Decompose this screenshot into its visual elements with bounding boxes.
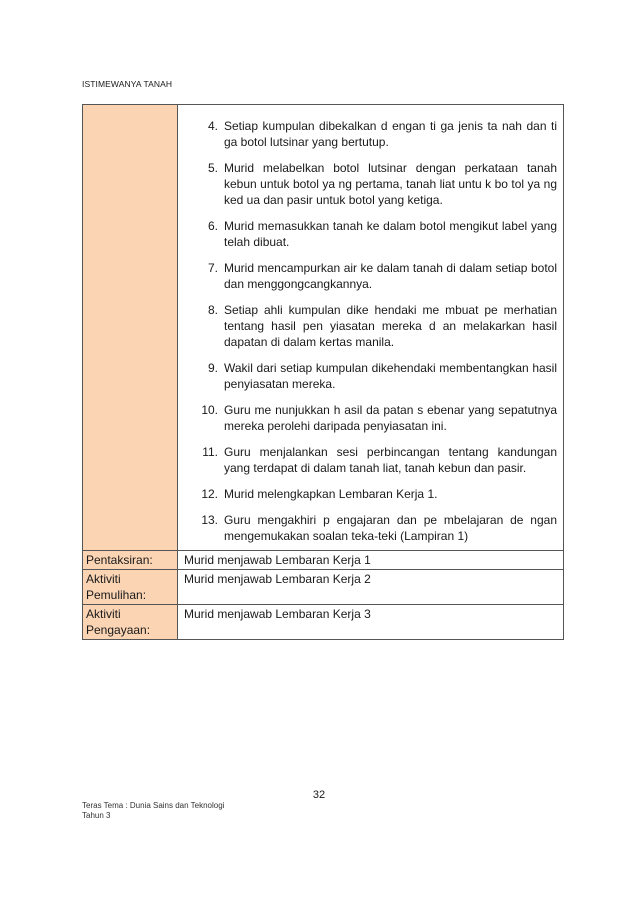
step-number: 4. (207, 119, 218, 133)
document-footer (82, 801, 224, 821)
list-item (182, 260, 557, 292)
list-item (182, 160, 557, 208)
footer-line: Tahun 3 (82, 811, 111, 820)
list-item (182, 218, 557, 250)
row-label: Aktiviti Pengayaan: (83, 605, 178, 640)
row-value: Murid menjawab Lembaran Kerja 2 (178, 570, 564, 605)
steps-row (83, 105, 564, 551)
footer-line: Teras Tema : Dunia Sains dan Teknologi (82, 801, 225, 810)
row-value: Murid menjawab Lembaran Kerja 3 (178, 605, 564, 640)
list-item (182, 360, 557, 392)
list-item (182, 118, 557, 150)
step-number: 5. (207, 161, 218, 175)
step-number: 7. (207, 261, 218, 275)
step-number: 11. (202, 445, 218, 459)
step-text: Setiap ahli kumpulan dike hendaki me mbuat pe merhatian tentang hasil pen yiasatan mereka d an melakarkan hasil dapatan di dalam kertas manila. (224, 303, 557, 349)
steps-cell (178, 105, 564, 551)
table-row (83, 570, 564, 605)
row-label: Pentaksiran: (83, 551, 178, 570)
table-row (83, 551, 564, 570)
step-number: 6. (207, 219, 218, 233)
steps-list (182, 118, 557, 544)
page-number: 32 (312, 789, 326, 801)
lesson-table (82, 104, 564, 640)
step-number: 8. (207, 303, 218, 317)
step-text: Guru menjalankan sesi perbincangan tentang kandungan yang terdapat di dalam tanah liat, tanah kebun dan pasir. (224, 445, 557, 475)
list-item (182, 486, 557, 502)
step-text: Guru mengakhiri p engajaran dan pe mbelajaran de ngan mengemukakan soalan teka-teki (Lampiran 1) (224, 513, 557, 543)
step-text: Guru me nunjukkan h asil da patan s ebenar yang sepatutnya mereka perolehi daripada penyiasatan ini. (224, 403, 557, 433)
table-row (83, 605, 564, 640)
step-number: 12. (201, 487, 218, 501)
step-text: Murid memasukkan tanah ke dalam botol mengikut label yang telah dibuat. (224, 219, 557, 249)
list-item (182, 402, 557, 434)
list-item (182, 302, 557, 350)
list-item (182, 512, 557, 544)
steps-label-cell (83, 105, 178, 551)
step-text: Murid melabelkan botol lutsinar dengan perkataan tanah kebun untuk botol ya ng pertama, tanah liat untu k bo tol ya ng ked ua dan pasir untuk botol yang ketiga. (224, 161, 557, 207)
step-text: Murid melengkapkan Lembaran Kerja 1. (224, 487, 438, 501)
step-number: 10. (201, 403, 218, 417)
document-header: ISTIMEWANYA TANAH (82, 79, 173, 89)
row-label: Aktiviti Pemulihan: (83, 570, 178, 605)
step-text: Murid mencampurkan air ke dalam tanah di dalam setiap botol dan menggongcangkannya. (224, 261, 557, 291)
step-number: 9. (207, 361, 218, 375)
step-text: Setiap kumpulan dibekalkan d engan ti ga jenis ta nah dan ti ga botol lutsinar yang bertutup. (224, 119, 557, 149)
step-text: Wakil dari setiap kumpulan dikehendaki membentangkan hasil penyiasatan mereka. (224, 361, 557, 391)
step-number: 13. (201, 513, 218, 527)
row-value: Murid menjawab Lembaran Kerja 1 (178, 551, 564, 570)
list-item (182, 444, 557, 476)
